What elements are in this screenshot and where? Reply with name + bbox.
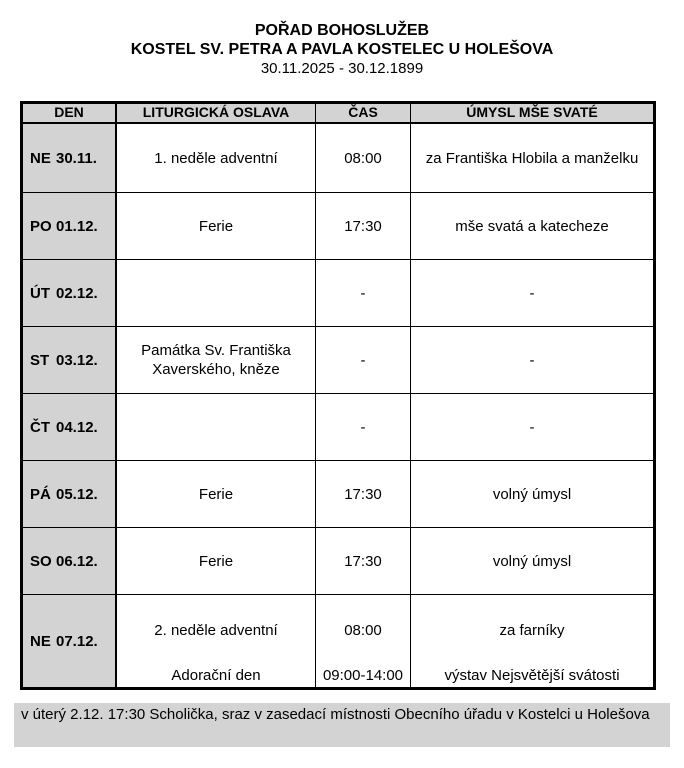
day-cell (23, 461, 117, 527)
day-abbr: ČT (30, 418, 50, 436)
table-row (23, 461, 653, 528)
table-row (23, 124, 653, 193)
day-date: 03.12. (56, 351, 98, 369)
day-abbr: ÚT (30, 284, 50, 302)
table-row (23, 193, 653, 260)
intention-text: - (529, 351, 535, 369)
intention-text-secondary: výstav Nejsvětější svátosti (444, 667, 620, 684)
footer-note: v úterý 2.12. 17:30 Scholička, sraz v zasedací místnosti Obecního úřadu v Kostelci u Holešova (14, 703, 670, 747)
time-cell (316, 595, 411, 687)
celebration-cell (117, 394, 316, 460)
day-date: 30.11. (56, 149, 97, 167)
col-header-intention: ÚMYSL MŠE SVATÉ (466, 104, 598, 120)
time-cell (316, 327, 411, 393)
intention-cell (411, 595, 653, 687)
celebration-text: 2. neděle adventní (154, 622, 278, 639)
time-text: 08:00 (344, 622, 382, 639)
celebration-cell (117, 528, 316, 594)
time-text: - (360, 284, 366, 302)
celebration-text: Ferie (198, 552, 234, 570)
table-row (23, 394, 653, 461)
day-cell (23, 595, 117, 687)
col-header-day: DEN (23, 104, 117, 122)
time-text: 08:00 (344, 149, 382, 167)
time-cell (316, 124, 411, 192)
day-cell (23, 394, 117, 460)
intention-cell (411, 193, 653, 259)
time-text: 17:30 (344, 552, 382, 570)
table-row (23, 327, 653, 394)
intention-text: za Františka Hlobila a manželku (425, 149, 639, 167)
col-header-celebration: LITURGICKÁ OSLAVA (117, 104, 316, 122)
intention-cell (411, 461, 653, 527)
day-cell (23, 193, 117, 259)
intention-cell (411, 124, 653, 192)
time-cell (316, 260, 411, 326)
time-text: 17:30 (344, 485, 382, 503)
time-text: - (360, 351, 366, 369)
schedule-table (20, 101, 656, 690)
day-cell (23, 528, 117, 594)
celebration-text: 1. neděle adventní (154, 149, 278, 167)
day-date: 07.12. (56, 632, 98, 650)
day-abbr: PO (30, 217, 52, 235)
day-cell (23, 327, 117, 393)
intention-text: za farníky (499, 622, 565, 639)
celebration-cell (117, 124, 316, 192)
day-cell (23, 124, 117, 192)
day-date: 05.12. (56, 485, 98, 503)
time-text-secondary: 09:00-14:00 (322, 667, 404, 684)
celebration-cell (117, 461, 316, 527)
time-cell (316, 394, 411, 460)
time-text: - (360, 418, 366, 436)
church-name: KOSTEL SV. PETRA A PAVLA KOSTELEC U HOLEŠOVA (130, 41, 554, 58)
day-abbr: SO (30, 552, 52, 570)
intention-text: - (529, 418, 535, 436)
table-row (23, 595, 653, 687)
time-cell (316, 461, 411, 527)
celebration-cell (117, 260, 316, 326)
day-cell (23, 260, 117, 326)
celebration-text: Památka Sv. Františka Xaverského, kněze (141, 342, 291, 378)
day-abbr: NE (30, 149, 51, 167)
intention-text: volný úmysl (492, 552, 572, 570)
col-header-time: ČAS (316, 104, 411, 122)
celebration-text: Ferie (198, 217, 234, 235)
date-range: 30.11.2025 - 30.12.1899 (260, 60, 424, 77)
intention-cell (411, 260, 653, 326)
intention-cell (411, 327, 653, 393)
table-row (23, 528, 653, 595)
time-cell (316, 528, 411, 594)
celebration-cell (117, 327, 316, 393)
day-abbr: NE (30, 632, 51, 650)
intention-text: mše svatá a katecheze (455, 217, 609, 235)
celebration-text-secondary: Adorační den (171, 667, 261, 684)
intention-cell (411, 394, 653, 460)
day-date: 04.12. (56, 418, 98, 436)
table-header-row (23, 104, 653, 124)
day-date: 01.12. (56, 217, 98, 235)
intention-cell (411, 528, 653, 594)
day-abbr: PÁ (30, 485, 51, 503)
day-date: 02.12. (56, 284, 98, 302)
document-header (0, 0, 684, 78)
intention-text: - (529, 284, 535, 302)
celebration-cell (117, 595, 316, 687)
table-row (23, 260, 653, 327)
day-abbr: ST (30, 351, 50, 369)
time-text: 17:30 (344, 217, 382, 235)
time-cell (316, 193, 411, 259)
document-title: POŘAD BOHOSLUŽEB (254, 22, 430, 39)
intention-text: volný úmysl (492, 485, 572, 503)
celebration-text: Ferie (198, 485, 234, 503)
celebration-cell (117, 193, 316, 259)
day-date: 06.12. (56, 552, 98, 570)
